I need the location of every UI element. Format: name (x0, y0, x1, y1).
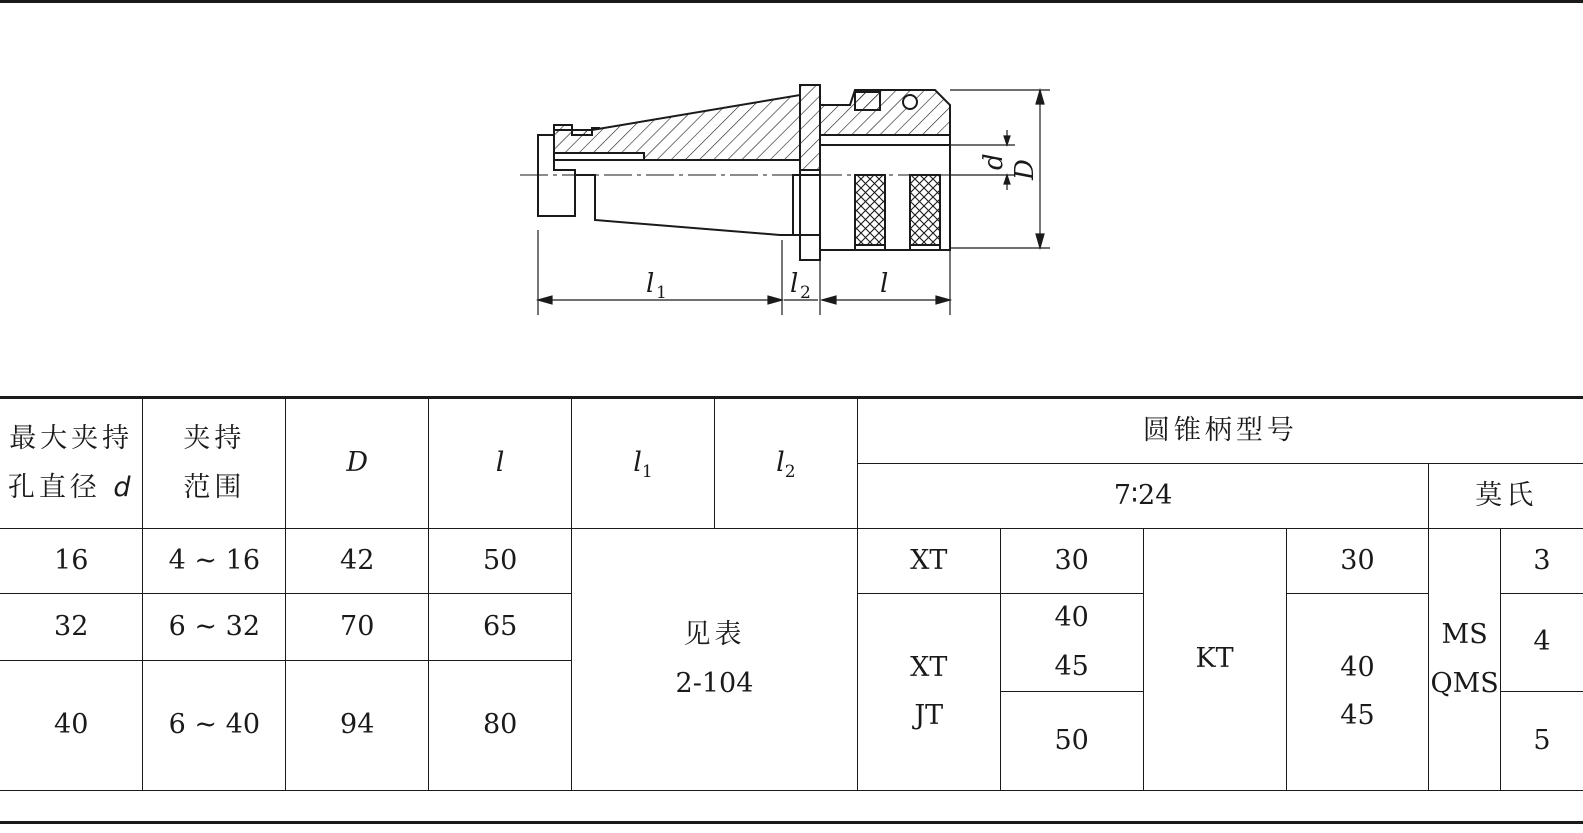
row1-l: 50 (429, 529, 572, 594)
row1-d: 16 (0, 529, 143, 594)
row2-D: 70 (286, 594, 429, 661)
header-l2: $l_2$ (714, 398, 857, 529)
header-ratio: 7∶24 (857, 464, 1429, 529)
kt-40-45-cell: 40 45 (1286, 594, 1429, 791)
l2-label: l (790, 269, 799, 299)
xt-50-cell: 50 (1000, 692, 1143, 791)
top-rule (0, 0, 1583, 3)
xt-cell: XT (857, 529, 1000, 594)
xt-40-45-cell: 40 45 (1000, 594, 1143, 692)
see-table-cell: 见表 2-104 (572, 529, 858, 791)
D-label: D (1010, 159, 1040, 180)
morse-3-cell: 3 (1500, 529, 1583, 594)
l2-sub-label: 2 (800, 283, 811, 303)
kt-30-cell: 30 (1286, 529, 1429, 594)
l-label: l (880, 269, 889, 299)
header-clamp-range: 夹持 范围 (143, 398, 286, 529)
header-morse: 莫氏 (1429, 464, 1583, 529)
morse-4-cell: 4 (1500, 594, 1583, 692)
bottom-rule (0, 821, 1583, 824)
row2-range: 6 ~ 32 (143, 594, 286, 661)
header-max-bore: 最大夹持 孔直径 d (0, 398, 143, 529)
collet-chuck-drawing (510, 80, 1070, 325)
header-l: l (429, 398, 572, 529)
l1-sub-label: 1 (656, 283, 667, 303)
row1-range: 4 ~ 16 (143, 529, 286, 594)
row3-D: 94 (286, 661, 429, 791)
header-l1: $l_1$ (572, 398, 715, 529)
row3-l: 80 (429, 661, 572, 791)
xt-jt-cell: XT JT (857, 594, 1000, 791)
kt-cell: KT (1143, 529, 1286, 791)
ms-qms-cell: MS QMS (1429, 529, 1500, 791)
row2-l: 65 (429, 594, 572, 661)
spec-table (0, 396, 1583, 791)
morse-5-cell: 5 (1500, 692, 1583, 791)
header-D: D (286, 398, 429, 529)
row3-d: 40 (0, 661, 143, 791)
row3-range: 6 ~ 40 (143, 661, 286, 791)
l1-label: l (646, 269, 655, 299)
d-label: d (979, 153, 1009, 170)
header-taper-model: 圆锥柄型号 (857, 398, 1583, 464)
xt-30-cell: 30 (1000, 529, 1143, 594)
row1-D: 42 (286, 529, 429, 594)
row2-d: 32 (0, 594, 143, 661)
tool-body (520, 85, 955, 260)
